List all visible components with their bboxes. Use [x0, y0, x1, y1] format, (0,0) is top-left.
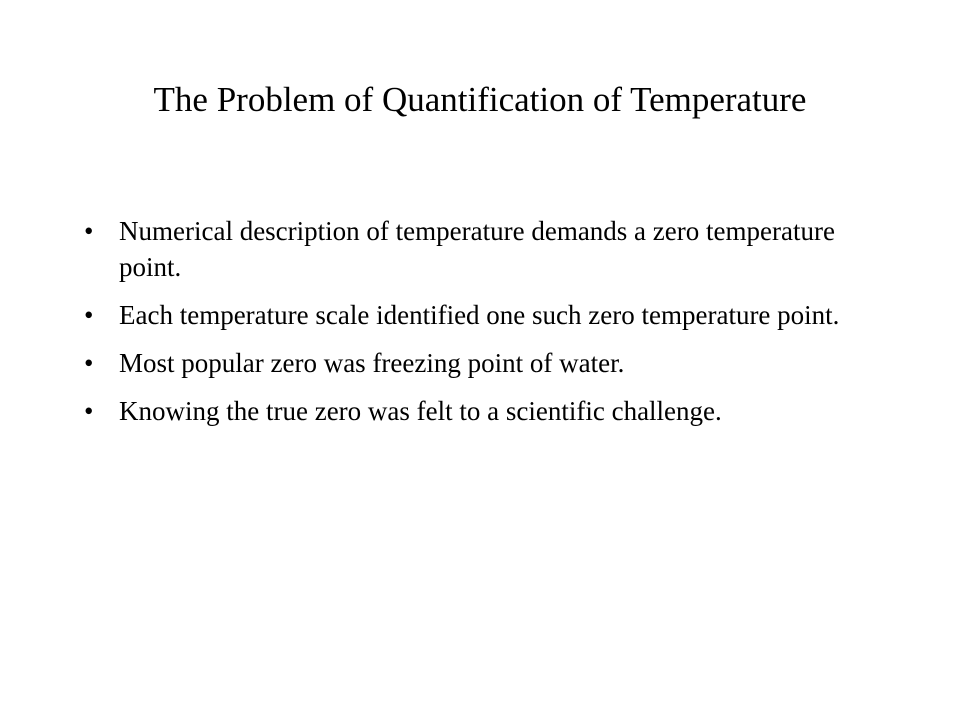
bullet-text: Numerical description of temperature demands a zero temperature point. — [119, 216, 835, 282]
bullet-item-4 — [84, 393, 864, 429]
bullet-text: Each temperature scale identified one such zero temperature point. — [119, 300, 840, 330]
bullet-icon: • — [84, 300, 94, 330]
bullet-list — [84, 213, 864, 441]
bullet-text: Knowing the true zero was felt to a scientific challenge. — [119, 396, 722, 426]
bullet-item-1 — [84, 213, 864, 285]
bullet-text: Most popular zero was freezing point of water. — [119, 348, 625, 378]
bullet-icon: • — [84, 216, 94, 246]
bullet-icon: • — [84, 396, 94, 426]
bullet-item-2 — [84, 297, 864, 333]
bullet-icon: • — [84, 348, 94, 378]
slide-title: The Problem of Quantification of Temperature — [153, 80, 807, 119]
bullet-item-3 — [84, 345, 864, 381]
